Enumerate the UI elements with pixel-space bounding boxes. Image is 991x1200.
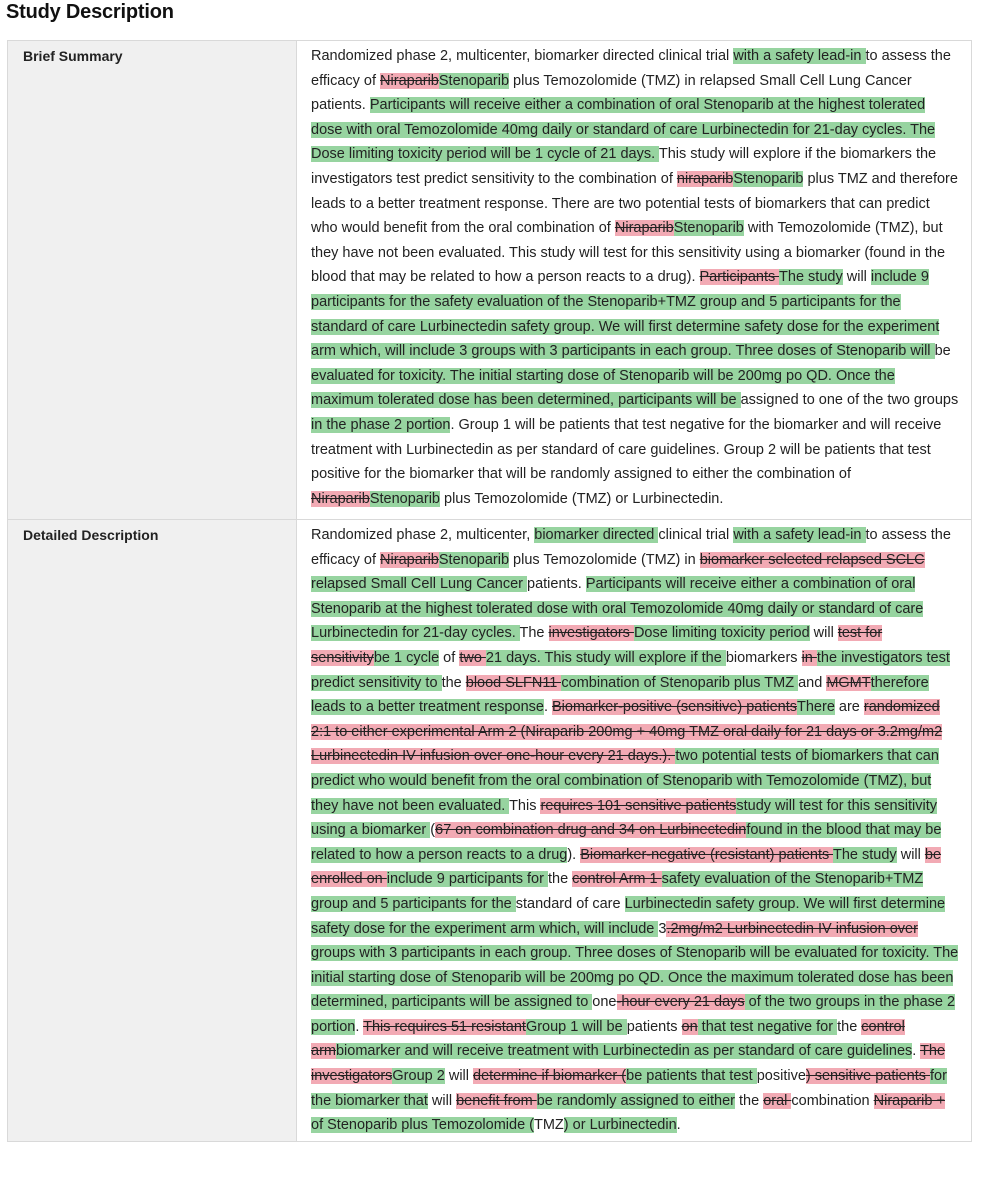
deleted-text: Niraparib (380, 72, 439, 89)
inserted-text: Participants will receive either a combination of oral Stenoparib at the highest tolerated dose with oral Temozolomide 40mg daily or standard of care Lurbinectedin for 21-day cycles. The Dose limiting toxicity period will be 1 cycle of 21 days. (311, 97, 936, 163)
inserted-text: in the phase 2 portion (311, 416, 451, 433)
plain-text: plus TMZ and therefore leads to a better treatment response. There are two potential tests of biomarkers that can predict who would benefit from the oral combination of (311, 170, 958, 237)
inserted-text: groups with 3 participants in each group. Three doses of Stenoparib will be evaluated for toxicity. The initial starting dose of Stenoparib will be 200mg po QD. Once the maximum tolerated dose has been determined, participants will be assigned to (311, 945, 959, 1011)
plain-text: will (896, 846, 925, 863)
detailed-description-text (297, 520, 972, 1142)
deleted-text: in (801, 649, 817, 666)
inserted-text: of the two groups in the phase 2 portion (311, 994, 956, 1035)
deleted-text: oral (763, 1092, 792, 1109)
plain-text: plus Temozolomide (TMZ) or Lurbinectedin. (439, 490, 724, 507)
plain-text: . (543, 699, 553, 716)
inserted-text: Stenoparib (438, 551, 510, 568)
inserted-text: Lurbinectedin safety group. We will first determine safety dose for the experiment arm which, will include (311, 895, 946, 937)
inserted-text: study will test for this sensitivity using a biomarker (311, 797, 938, 839)
plain-text: . Group 1 will be patients that test negative for the biomarker and will receive treatment with Lurbinectedin as per standard of care guidelines. Group 2 will be patients that test positive for the biomarker that will be randomly assigned to either the combination of (311, 416, 942, 483)
plain-text: will (809, 625, 838, 642)
inserted-text: ) or Lurbinectedin (563, 1117, 677, 1134)
inserted-text: that test negative for (697, 1018, 838, 1035)
deleted-text: -hour every 21 days (616, 994, 745, 1011)
deleted-text: Niraparib (614, 220, 674, 237)
inserted-text: for the biomarker that (311, 1068, 947, 1109)
plain-text: will (444, 1068, 474, 1085)
deleted-text: Biomarker-negative (resistant) patients (580, 846, 834, 863)
deleted-text: benefit from (456, 1092, 537, 1109)
deleted-text: control Arm 1 (572, 871, 662, 888)
plain-text: assigned to one of the two groups (740, 392, 959, 409)
inserted-text: Stenoparib (673, 220, 744, 237)
inserted-text: evaluated for toxicity. The initial starting dose of Stenoparib will be 200mg po QD. Once the maximum tolerated dose has been determined, participants will be (311, 367, 895, 409)
plain-text: ( (430, 822, 436, 839)
inserted-text: There (797, 699, 835, 716)
deleted-text: test for sensitivity (311, 625, 883, 666)
inserted-text: safety evaluation of the Stenoparib+TMZ group and 5 participants for the (311, 871, 924, 912)
deleted-text: blood SLFN11 (465, 674, 562, 691)
deleted-text: niraparib (676, 170, 734, 187)
deleted-text: determine if biomarker ( (473, 1068, 627, 1085)
deleted-text: The investigators (311, 1043, 946, 1085)
deleted-text: Niraparib + (873, 1092, 945, 1109)
inserted-text: be randomly assigned to either (536, 1092, 735, 1109)
deleted-text: two (459, 649, 486, 666)
deleted-text: control arm (311, 1018, 905, 1060)
inserted-text: relapsed Small Cell Lung Cancer (311, 576, 527, 593)
plain-text: ). (567, 846, 581, 863)
deleted-text: investigators (548, 625, 634, 642)
plain-text: 3 (658, 920, 667, 937)
inserted-text: found in the blood that may be related to how a person reacts to a drug (311, 822, 942, 863)
inserted-text: combination of Stenoparib plus TMZ (561, 674, 799, 691)
inserted-text: two potential tests of biomarkers that can predict who would benefit from the oral combination of Stenoparib with Temozolomide (TMZ), but they have not been evaluated. (311, 748, 939, 814)
plain-text: one (592, 994, 617, 1011)
inserted-text: Participants will receive either a combination of oral Stenoparib at the highest tolerated dose with oral Temozolomide 40mg daily or standard of care Lurbinectedin for 21-day cycles. (311, 576, 924, 642)
deleted-text: This requires 51 resistant (363, 1018, 526, 1035)
plain-text: patients (626, 1018, 682, 1035)
study-description-table (7, 40, 972, 1142)
plain-text: of (439, 649, 460, 666)
deleted-text: Biomarker-positive (sensitive) patients (552, 699, 797, 716)
plain-text: This (509, 797, 541, 814)
inserted-text: Group 2 (392, 1068, 445, 1085)
plain-text: the (837, 1018, 862, 1035)
deleted-text: Participants (699, 269, 780, 286)
inserted-text: 21 days. This study will explore if the (485, 649, 726, 666)
brief-summary-text (297, 41, 972, 520)
plain-text: This study will explore if the biomarkers the investigators test predict sensitivity to the combination of (311, 146, 937, 187)
inserted-text: with a safety lead-in (733, 48, 866, 64)
plain-text: will (427, 1092, 457, 1109)
plain-text: are (834, 699, 864, 716)
deleted-text: Niraparib (311, 490, 370, 507)
deleted-text: ) sensitive patients (805, 1068, 931, 1085)
plain-text: will (842, 269, 871, 286)
page-title: Study Description (6, 1, 174, 23)
plain-text: to assess the efficacy of (311, 527, 951, 568)
plain-text: combination (791, 1092, 874, 1109)
plain-text: positive (756, 1068, 806, 1085)
plain-text: clinical trial (658, 527, 734, 543)
plain-text: the (734, 1092, 764, 1109)
plain-text: biomarkers (725, 649, 802, 666)
plain-text: the (547, 871, 573, 888)
deleted-text: MGMT (826, 674, 871, 691)
plain-text: be (934, 343, 951, 360)
plain-text: . (355, 1018, 364, 1035)
plain-text: TMZ (534, 1117, 564, 1134)
plain-text: Randomized phase 2, multicenter, biomarker directed clinical trial (311, 48, 734, 64)
plain-text: and (798, 674, 827, 691)
inserted-text: be 1 cycle (373, 649, 440, 666)
deleted-text: biomarker selected relapsed SCLC (699, 551, 925, 568)
inserted-text: biomarker directed (534, 527, 659, 543)
inserted-text: biomarker and will receive treatment with Lurbinectedin as per standard of care guidelines (335, 1043, 913, 1060)
table-row-detailed-description (8, 520, 972, 1142)
deleted-text: be enrolled on (311, 846, 942, 888)
deleted-text: .2mg/m2 Lurbinectedin IV infusion over (666, 920, 918, 937)
deleted-text: on (681, 1018, 698, 1035)
table-row-brief-summary (8, 41, 972, 520)
inserted-text: Stenoparib (369, 490, 440, 507)
plain-text: patients. (527, 576, 586, 593)
plain-text: . (676, 1117, 681, 1134)
plain-text: Randomized phase 2, multicenter, (311, 527, 535, 543)
inserted-text: of Stenoparib plus Temozolomide ( (311, 1117, 534, 1134)
plain-text: standard of care (515, 895, 625, 912)
deleted-text: requires 101 sensitive patients (540, 797, 737, 814)
deleted-text: 67 on combination drug and 34 on Lurbinectedin (435, 822, 747, 839)
plain-text: . (912, 1043, 921, 1060)
inserted-text: The study (833, 846, 897, 863)
inserted-text: Dose limiting toxicity period (633, 625, 810, 642)
deleted-text: randomized 2:1 to either experimental Arm 2 (Niraparib 200mg + 40mg TMZ oral daily for 21 days or 3.2mg/m2 Lurbinectedin IV infusion over one-hour every 21 days.). (311, 699, 943, 765)
inserted-text: with a safety lead-in (733, 527, 866, 543)
row-label-brief-summary: Brief Summary (8, 41, 297, 520)
plain-text: plus Temozolomide (TMZ) in (509, 551, 700, 568)
plain-text: the (441, 674, 466, 691)
inserted-text: include 9 participants for the safety evaluation of the Stenoparib+TMZ group and 5 participants for the standard of care Lurbinectedin safety group. We will first determine safety dose for the experiment arm which, will include 3 groups with 3 participants in each group. Three doses of Stenoparib will (311, 269, 940, 360)
inserted-text: include 9 participants for (386, 871, 548, 888)
plain-text: with Temozolomide (TMZ), but they have not been evaluated. This study will test for this sensitivity using a biomarker (found in the blood that may be related to how a person reacts to a drug). (311, 220, 946, 286)
inserted-text: be patients that test (626, 1068, 757, 1085)
inserted-text: therefore leads to a better treatment response (311, 674, 929, 716)
plain-text: plus Temozolomide (TMZ) in relapsed Small Cell Lung Cancer patients. (311, 72, 912, 114)
inserted-text: the investigators test predict sensitivity to (311, 649, 950, 691)
inserted-text: The study (779, 269, 843, 286)
inserted-text: Group 1 will be (525, 1018, 627, 1035)
row-label-detailed-description: Detailed Description (8, 520, 297, 1142)
inserted-text: Stenoparib (733, 170, 804, 187)
inserted-text: Stenoparib (438, 72, 510, 89)
plain-text: The (519, 625, 549, 642)
deleted-text: Niraparib (380, 551, 439, 568)
plain-text: to assess the efficacy of (311, 48, 951, 89)
